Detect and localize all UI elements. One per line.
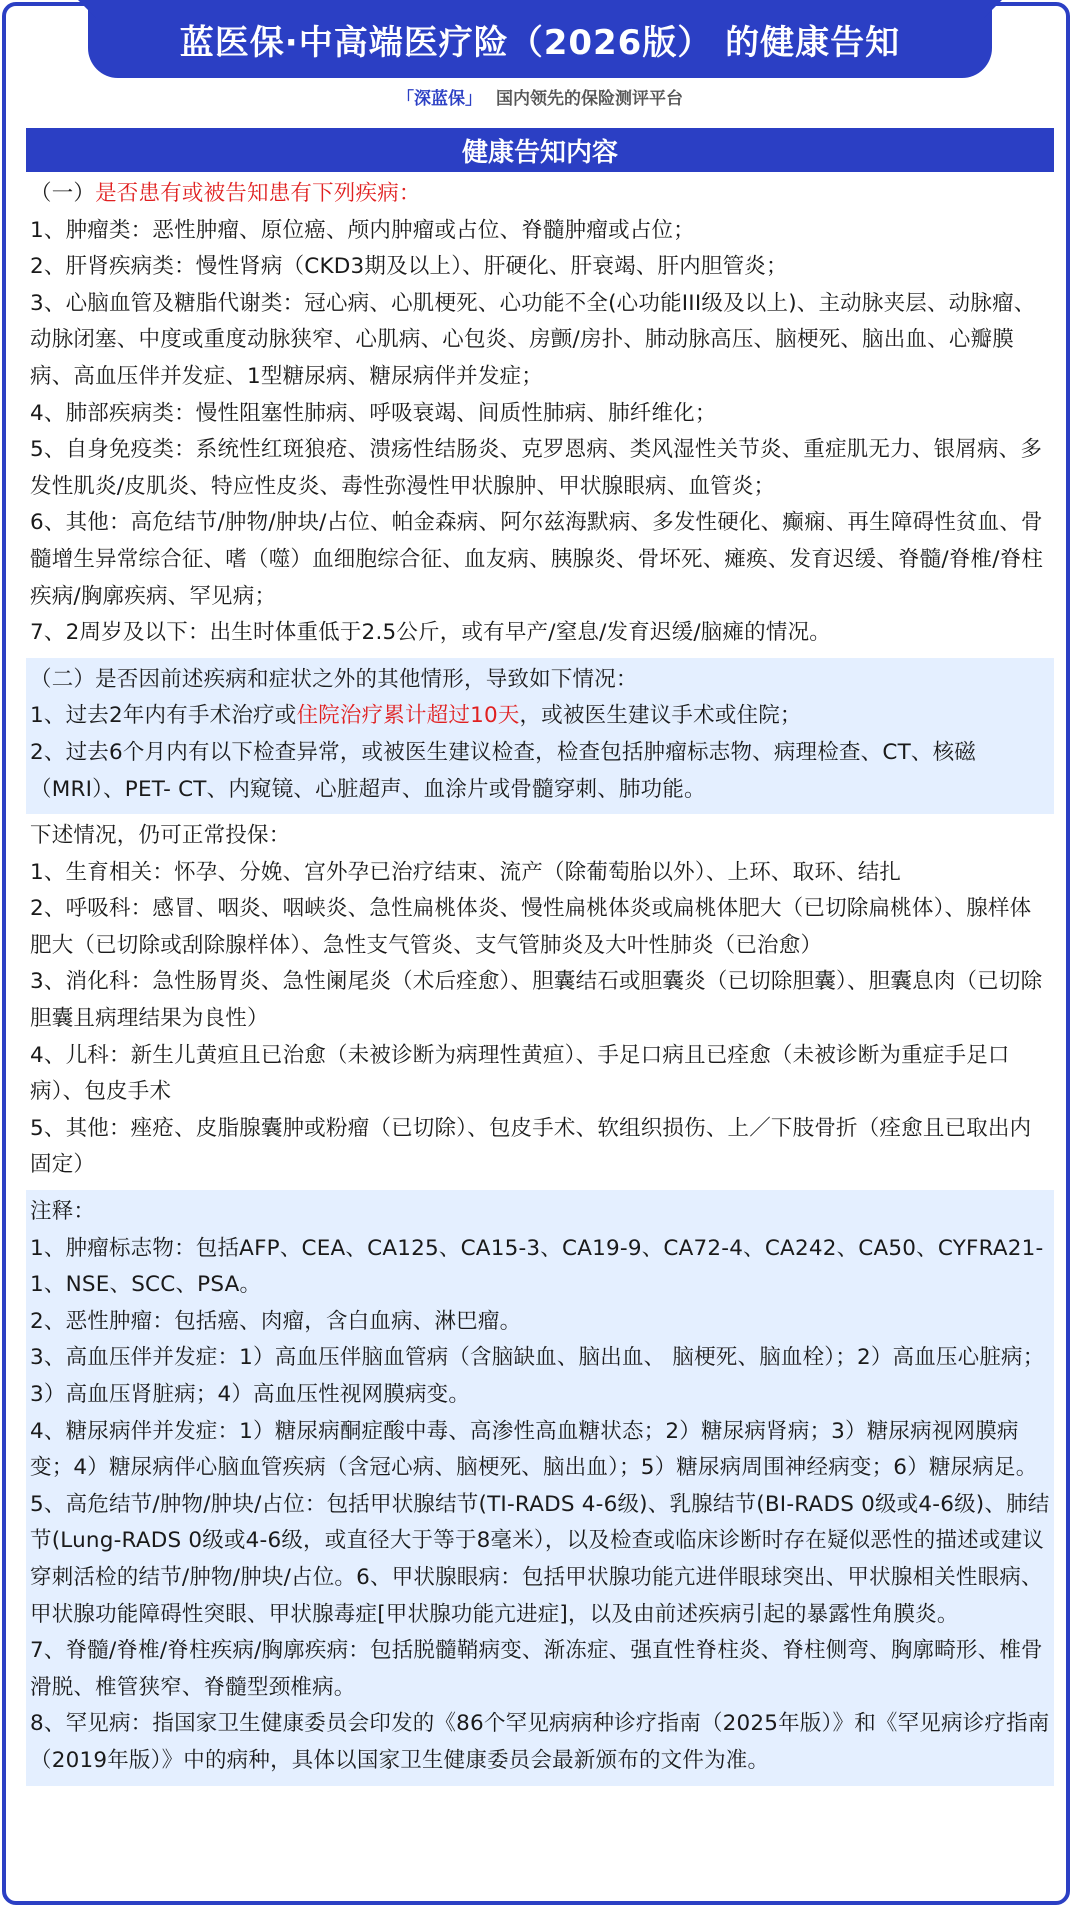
list-item: 5、其他：痤疮、皮脂腺囊肿或粉瘤（已切除）、包皮手术、软组织损伤、上／下肢骨折（痊愈且已取出内固定） bbox=[30, 1115, 1032, 1178]
page-title bbox=[88, 0, 992, 78]
brand-subtitle bbox=[0, 84, 1080, 109]
list-item: 1、肿瘤类：恶性肿瘤、原位癌、颅内肿瘤或占位、脊髓肿瘤或占位； bbox=[30, 217, 695, 243]
brand-tagline: 国内领先的保险测评平台 bbox=[495, 89, 683, 109]
part2-heading: （二）是否因前述疾病和症状之外的其他情形，导致如下情况： bbox=[30, 666, 638, 692]
notes-block bbox=[26, 1190, 1054, 1786]
page-title-text: 蓝医保·中高端医疗险（2026版） 的健康告知 bbox=[179, 22, 901, 63]
list-item: 1、肿瘤标志物：包括AFP、CEA、CA125、CA15-3、CA19-9、CA72-4、CA242、CA50、CYFRA21-1、NSE、SCC、PSA。 bbox=[30, 1235, 1044, 1298]
list-item: 4、糖尿病伴并发症：1）糖尿病酮症酸中毒、高渗性高血糖状态；2）糖尿病肾病；3）糖尿病视网膜病变；4）糖尿病伴心脑血管疾病（含冠心病、脑梗死、脑出血）；5）糖尿病周围神经病变；6）糖尿病足。 bbox=[30, 1418, 1038, 1481]
list-item: 7、2周岁及以下：出生时体重低于2.5公斤，或有早产/窒息/发育迟缓/脑瘫的情况。 bbox=[30, 620, 831, 646]
list-item: 2、过去6个月内有以下检查异常，或被医生建议检查，检查包括肿瘤标志物、病理检查、CT、核磁（MRI）、PET- CT、内窥镜、心脏超声、血涂片或骨髓穿刺、肺功能。 bbox=[30, 739, 977, 802]
part2-item1-post: ，或被医生建议手术或住院； bbox=[519, 703, 802, 729]
part1-heading-text: 是否患有或被告知患有下列疾病： bbox=[95, 181, 421, 206]
brand-name: 「深蓝保」 bbox=[397, 89, 483, 109]
part3-block bbox=[26, 814, 1054, 1190]
list-item: 2、恶性肿瘤：包括癌、肉瘤，含白血病、淋巴瘤。 bbox=[30, 1308, 522, 1334]
list-item: 3、心脑血管及糖脂代谢类：冠心病、心肌梗死、心功能不全(心功能III级及以上)、主动脉夹层、动脉瘤、动脉闭塞、中度或重度动脉狭窄、心肌病、心包炎、房颤/房扑、肺动脉高压、脑梗死、脑出血、心瓣膜病、高血压伴并发症、1型糖尿病、糖尿病伴并发症； bbox=[30, 290, 1036, 389]
list-item: 8、罕见病：指国家卫生健康委员会印发的《86个罕见病病种诊疗指南（2025年版）》和《罕见病诊疗指南（2019年版）》中的病种，具体以国家卫生健康委员会最新颁布的文件为准。 bbox=[30, 1711, 1050, 1773]
list-item: 2、呼吸科：感冒、咽炎、咽峡炎、急性扁桃体炎、慢性扁桃体炎或扁桃体肥大（已切除扁桃体）、腺样体肥大（已切除或刮除腺样体）、急性支气管炎、支气管肺炎及大叶性肺炎（已治愈） bbox=[30, 896, 1032, 958]
list-item: 6、其他：高危结节/肿物/肿块/占位、帕金森病、阿尔兹海默病、多发性硬化、癫痫、再生障碍性贫血、骨髓增生异常综合征、嗜（噬）血细胞综合征、血友病、胰腺炎、骨坏死、瘫痪、发育迟缓、脊髓/脊椎/脊柱疾病/胸廓疾病、罕见病； bbox=[30, 510, 1044, 609]
list-item: 4、儿科：新生儿黄疸且已治愈（未被诊断为病理性黄疸）、手足口病且已痊愈（未被诊断为重症手足口病）、包皮手术 bbox=[30, 1042, 1010, 1105]
section-title: 健康告知内容 bbox=[461, 137, 618, 168]
notes-heading: 注释： bbox=[30, 1199, 96, 1225]
list-item: 5、高危结节/肿物/肿块/占位：包括甲状腺结节(TI-RADS 4-6级)、乳腺结节(BI-RADS 0级或4-6级)、肺结节(Lung-RADS 0级或4-6级，或直径大于等于8毫米），以及检查或临床诊断时存在疑似恶性的描述或建议穿刺活检的结节/肿物/肿块/占位。6、甲状腺眼病：包括甲状腺功能亢进伴眼球突出、甲状腺相关性眼病、甲状腺功能障碍性突眼、甲状腺毒症[甲状腺功能亢进症]，以及由前述疾病引起的暴露性角膜炎。 bbox=[30, 1491, 1050, 1627]
list-item: 3、消化科：急性肠胃炎、急性阑尾炎（术后痊愈）、胆囊结石或胆囊炎（已切除胆囊）、胆囊息肉（已切除胆囊且病理结果为良性） bbox=[30, 969, 1043, 1032]
part2-block bbox=[26, 658, 1054, 814]
part1-block bbox=[26, 172, 1054, 658]
list-item: 7、脊髓/脊椎/脊柱疾病/胸廓疾病：包括脱髓鞘病变、渐冻症、强直性脊柱炎、脊柱侧弯、胸廓畸形、椎骨滑脱、椎管狭窄、脊髓型颈椎病。 bbox=[30, 1638, 1043, 1700]
section-header bbox=[26, 128, 1054, 172]
list-item: 2、肝肾疾病类：慢性肾病（CKD3期及以上）、肝硬化、肝衰竭、肝内胆管炎； bbox=[30, 254, 788, 280]
list-item bbox=[30, 698, 1050, 735]
part2-item1-pre: 1、过去2年内有手术治疗或 bbox=[30, 703, 297, 729]
part3-heading: 下述情况，仍可正常投保： bbox=[30, 823, 291, 849]
part2-item1-highlight: 住院治疗累计超过10天 bbox=[296, 703, 520, 729]
health-notice-content bbox=[26, 128, 1054, 1786]
list-item: 1、生育相关：怀孕、分娩、宫外孕已治疗结束、流产（除葡萄胎以外）、上环、取环、结扎 bbox=[30, 859, 902, 885]
list-item: 5、自身免疫类：系统性红斑狼疮、溃疡性结肠炎、克罗恩病、类风湿性关节炎、重症肌无力、银屑病、多发性肌炎/皮肌炎、特应性皮炎、毒性弥漫性甲状腺肿、甲状腺眼病、血管炎； bbox=[30, 437, 1043, 499]
list-item: 3、高血压伴并发症：1）高血压伴脑血管病（含脑缺血、脑出血、 脑梗死、脑血栓）；2）高血压心脏病；3）高血压肾脏病；4）高血压性视网膜病变。 bbox=[30, 1345, 1045, 1407]
part1-heading bbox=[30, 176, 1050, 213]
part1-prefix: （一） bbox=[30, 181, 96, 206]
list-item: 4、肺部疾病类：慢性阻塞性肺病、呼吸衰竭、间质性肺病、肺纤维化； bbox=[30, 400, 717, 426]
